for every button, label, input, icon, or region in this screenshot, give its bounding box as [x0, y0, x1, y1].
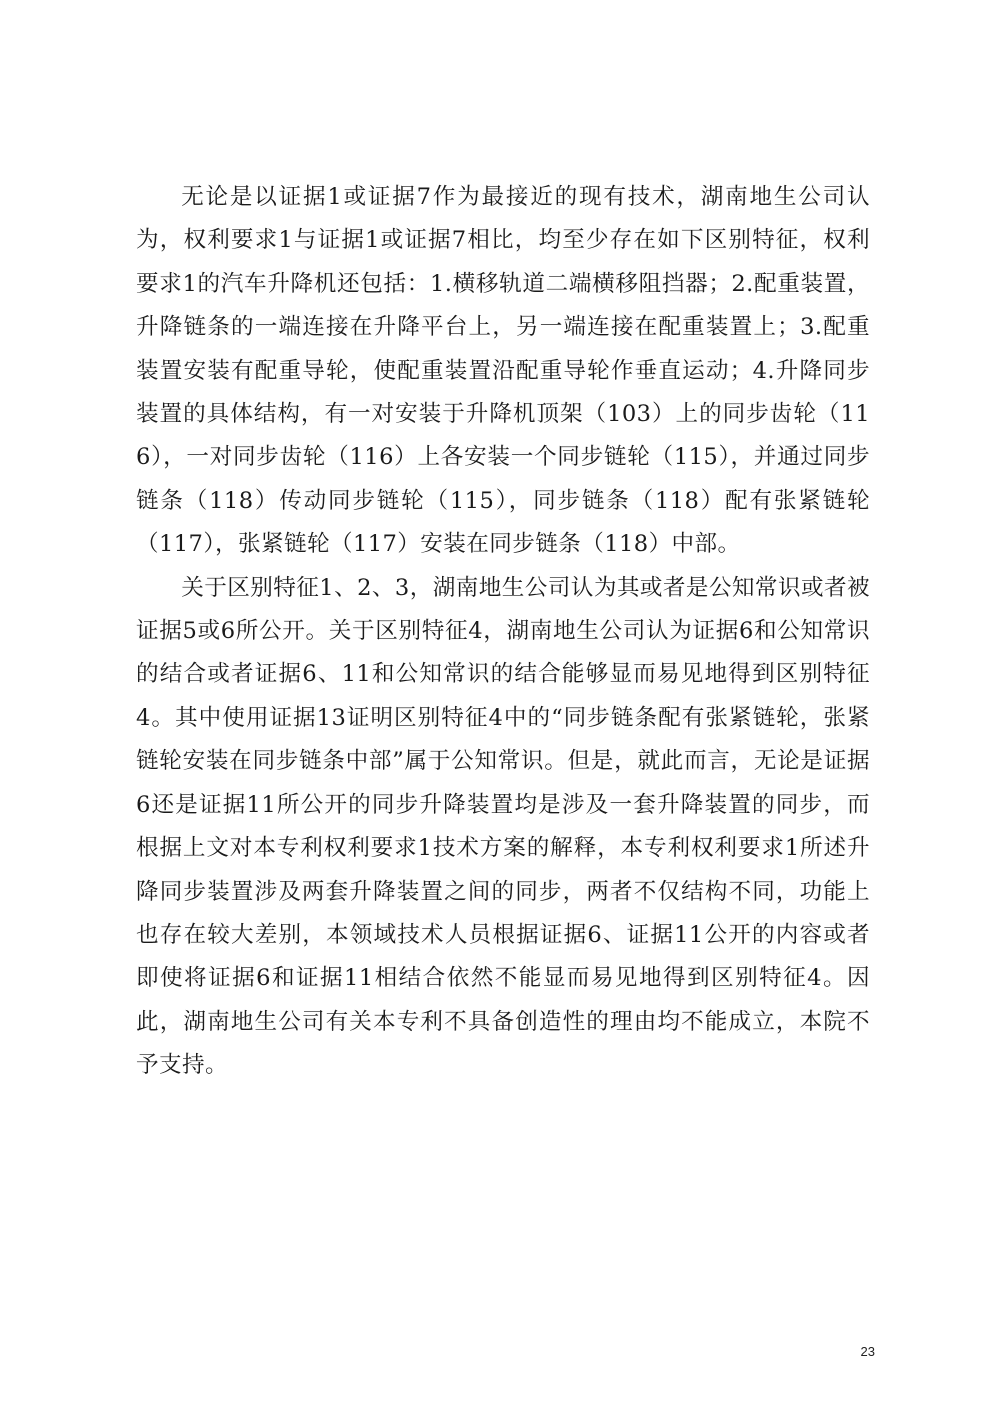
page-number: 23: [860, 1344, 875, 1359]
body-text: [136, 176, 870, 1088]
paragraph-distinguishing-features: 关于区别特征1、2、3，湖南地生公司认为其或者是公知常识或者被证据5或6所公开。关于区别特征4，湖南地生公司认为证据6和公知常识的结合或者证据6、11和公知常识的结合能够显而易见地得到区别特征4。其中使用证据13证明区别特征4中的“同步链条配有张紧链轮，张紧链轮安装在同步链条中部”属于公知常识。但是，就此而言，无论是证据6还是证据11所公开的同步升降装置均是涉及一套升降装置的同步，而根据上文对本专利权利要求1技术方案的解释，本专利权利要求1所述升降同步装置涉及两套升降装置之间的同步，两者不仅结构不同，功能上也存在较大差别，本领域技术人员根据证据6、证据11公开的内容或者即使将证据6和证据11相结合依然不能显而易见地得到区别特征4。因此，湖南地生公司有关本专利不具备创造性的理由均不能成立，本院不予支持。: [136, 574, 870, 1079]
paragraph-evidence-comparison: 无论是以证据1或证据7作为最接近的现有技术，湖南地生公司认为，权利要求1与证据1或证据7相比，均至少存在如下区别特征，权利要求1的汽车升降机还包括：1.横移轨道二端横移阻挡器；2.配重装置，升降链条的一端连接在升降平台上，另一端连接在配重装置上；3.配重装置安装有配重导轮，使配重装置沿配重导轮作垂直运动；4.升降同步装置的具体结构，有一对安装于升降机顶架（103）上的同步齿轮（116），一对同步齿轮（116）上各安装一个同步链轮（115），并通过同步链条（118）传动同步链轮（115），同步链条（118）配有张紧链轮（117），张紧链轮（117）安装在同步链条（118）中部。: [136, 184, 870, 558]
